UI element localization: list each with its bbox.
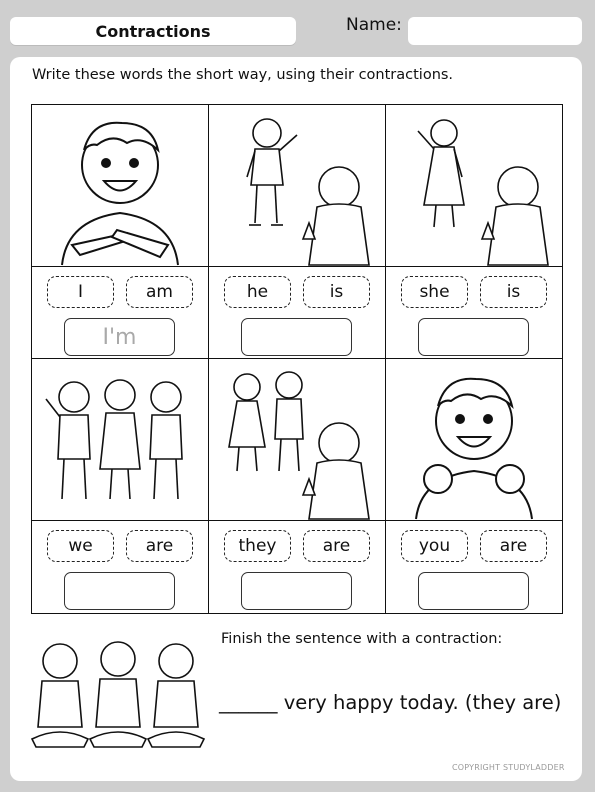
word-pill: she xyxy=(401,276,468,308)
exercise-grid xyxy=(31,104,563,614)
finish-sentence-prompt: Finish the sentence with a contraction: xyxy=(221,631,503,647)
answer-box[interactable] xyxy=(418,318,529,356)
picture-cell-he xyxy=(209,105,386,267)
word-pill: are xyxy=(126,530,193,562)
word-pill: are xyxy=(303,530,370,562)
word-pill: you xyxy=(401,530,468,562)
three-children-group-illustration xyxy=(32,359,208,520)
name-field[interactable] xyxy=(408,17,582,45)
word-pill: he xyxy=(224,276,291,308)
sentence-exercise[interactable]: ______ very happy today. (they are) xyxy=(219,691,562,714)
word-pill: am xyxy=(126,276,193,308)
boy-waving-and-boy-thumbs-up-illustration xyxy=(209,105,385,266)
worksheet-title: Contractions xyxy=(10,17,296,45)
two-children-and-boy-thumbs-up-illustration xyxy=(209,359,385,520)
copyright-text: COPYRIGHT STUDYLADDER xyxy=(452,763,565,772)
exercise-we-are xyxy=(32,521,209,614)
exercise-i-am xyxy=(32,267,209,359)
picture-cell-i xyxy=(32,105,209,267)
three-children-sitting-illustration xyxy=(28,635,208,753)
answer-box[interactable] xyxy=(241,318,352,356)
instruction-text: Write these words the short way, using their contractions. xyxy=(32,67,454,83)
word-pill: we xyxy=(47,530,114,562)
answer-box[interactable] xyxy=(418,572,529,610)
word-pill: are xyxy=(480,530,547,562)
exercise-he-is xyxy=(209,267,386,359)
answer-box[interactable] xyxy=(64,572,175,610)
answer-box[interactable] xyxy=(241,572,352,610)
boy-pointing-self-illustration xyxy=(32,105,208,266)
word-pill: they xyxy=(224,530,291,562)
exercise-they-are xyxy=(209,521,386,614)
word-pill: is xyxy=(303,276,370,308)
boy-pointing-at-viewer-illustration xyxy=(386,359,562,520)
picture-cell-we xyxy=(32,359,209,521)
girl-waving-and-boy-thumbs-up-illustration xyxy=(386,105,562,266)
word-pill: is xyxy=(480,276,547,308)
word-pill: I xyxy=(47,276,114,308)
picture-cell-you xyxy=(386,359,563,521)
exercise-she-is xyxy=(386,267,563,359)
answer-box[interactable]: I'm xyxy=(64,318,175,356)
picture-cell-they xyxy=(209,359,386,521)
picture-cell-she xyxy=(386,105,563,267)
worksheet-sheet xyxy=(10,57,582,781)
name-label: Name: xyxy=(346,15,402,35)
exercise-you-are xyxy=(386,521,563,614)
